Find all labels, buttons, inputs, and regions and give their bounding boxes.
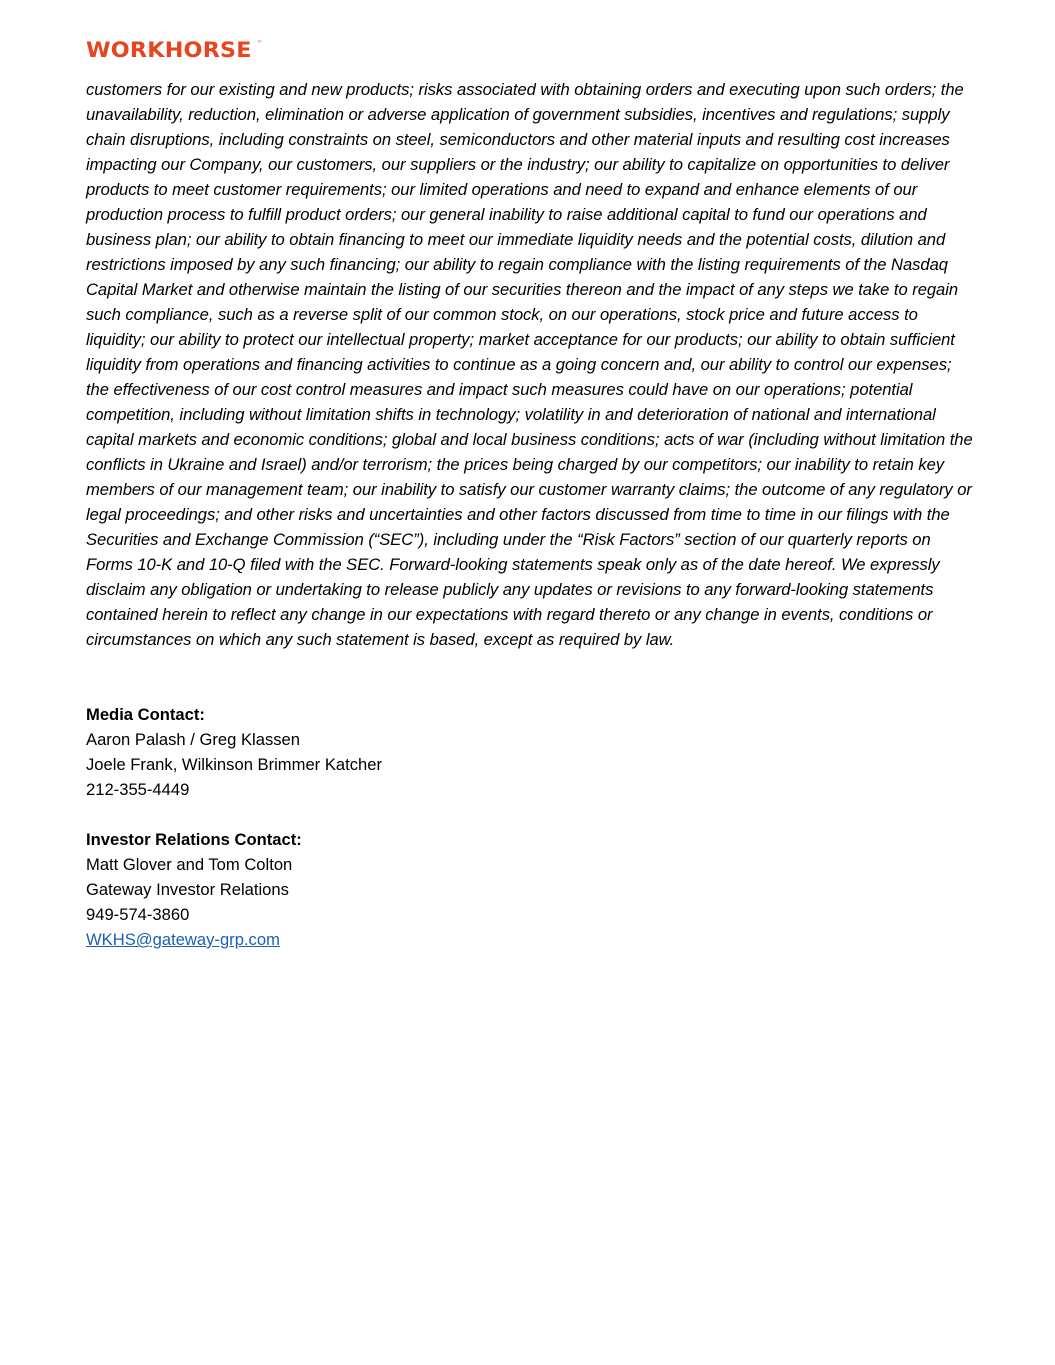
document-body (86, 77, 976, 952)
media-contact (86, 702, 976, 802)
ir-contact-firm: Gateway Investor Relations (86, 880, 289, 899)
ir-contact-email-link[interactable]: WKHS@gateway-grp.com (86, 930, 280, 949)
investor-relations-contact (86, 827, 976, 952)
ir-contact-heading: Investor Relations Contact: (86, 830, 302, 849)
logo-wordmark: WORKHORSE (86, 38, 252, 62)
media-contact-heading: Media Contact: (86, 705, 205, 724)
ir-contact-names: Matt Glover and Tom Colton (86, 855, 293, 874)
forward-looking-disclaimer: customers for our existing and new products; risks associated with obtaining orders and executing upon such orders; the unavailability, reduction, elimination or adverse application of government subsidies, incentives and regulations; supply chain disruptions, including constraints on steel, semiconductors and other material inputs and resulting cost increases impacting our Company, our customers, our suppliers or the industry; our ability to capitalize on opportunities to deliver products to meet customer requirements; our limited operations and need to expand and enhance elements of our production process to fulfill product orders; our general inability to raise additional capital to fund our operations and business plan; our ability to obtain financing to meet our immediate liquidity needs and the potential costs, dilution and restrictions imposed by any such financing; our ability to regain compliance with the listing requirements of the Nasdaq Capital Market and otherwise maintain the listing of our securities thereon and the impact of any steps we take to regain such compliance, such as a reverse split of our common stock, on our operations, stock price and future access to liquidity; our ability to protect our intellectual property; market acceptance for our products; our ability to obtain sufficient liquidity from operations and financing activities to continue as a going concern and, our ability to control our expenses; the effectiveness of our cost control measures and impact such measures could have on our operations; potential competition, including without limitation shifts in technology; volatility in and deterioration of national and international capital markets and economic conditions; global and local business conditions; acts of war (including without limitation the conflicts in Ukraine and Israel) and/or terrorism; the prices being charged by our competitors; our inability to retain key members of our management team; our inability to satisfy our customer warranty claims; the outcome of any regulatory or legal proceedings; and other risks and uncertainties and other factors discussed from time to time in our filings with the Securities and Exchange Commission (“SEC”), including under the “Risk Factors” section of our quarterly reports on Forms 10-K and 10-Q filed with the SEC. Forward-looking statements speak only as of the date hereof. We expressly disclaim any obligation or undertaking to release publicly any updates or revisions to any forward-looking statements contained herein to reflect any change in our expectations with regard thereto or any change in events, conditions or circumstances on which any such statement is based, except as required by law. (86, 80, 973, 649)
media-contact-names: Aaron Palash / Greg Klassen (86, 730, 300, 749)
workhorse-logo (86, 38, 262, 62)
media-contact-firm: Joele Frank, Wilkinson Brimmer Katcher (86, 755, 383, 774)
ir-contact-phone: 949-574-3860 (86, 905, 190, 924)
media-contact-phone: 212-355-4449 (86, 780, 190, 799)
trademark-symbol: ™ (256, 40, 263, 47)
